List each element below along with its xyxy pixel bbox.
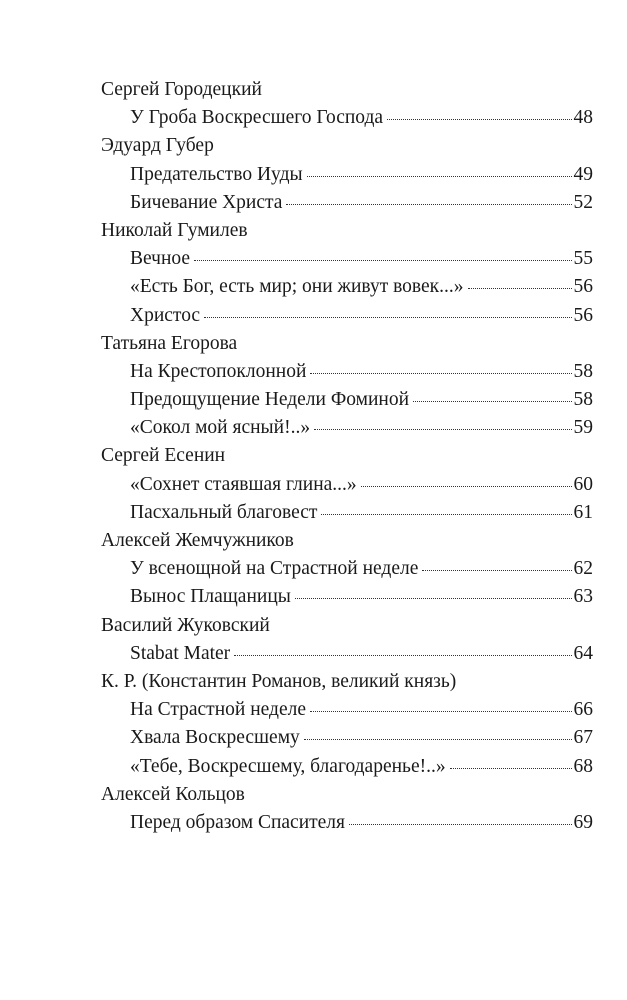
toc-entry-page: 58 [573, 389, 593, 411]
toc-entry [101, 386, 593, 414]
toc-entry [101, 245, 593, 273]
toc-author: Татьяна Егорова [101, 332, 238, 354]
dot-leader [307, 175, 572, 177]
toc-entry [101, 640, 593, 668]
toc-entry [101, 302, 593, 330]
toc-entry-page: 61 [573, 501, 593, 523]
toc-entry-title: Предощущение Недели Фоминой [130, 389, 410, 411]
toc-entry-title: На Страстной неделе [130, 699, 306, 721]
toc-author: Эдуард Губер [101, 135, 214, 157]
toc-entry-page: 48 [573, 107, 593, 129]
toc-author: Сергей Есенин [101, 445, 226, 467]
toc-entry-title: Христос [130, 304, 201, 326]
toc-entry [101, 583, 593, 611]
toc-entry-page: 58 [573, 360, 593, 382]
toc-entry [101, 414, 593, 442]
toc-entry [101, 696, 593, 724]
toc-entry-page: 52 [573, 191, 593, 213]
toc-entry [101, 724, 593, 752]
toc-entry-page: 69 [573, 811, 593, 833]
toc-entry-title: «Есть Бог, есть мир; они живут вовек...» [130, 276, 464, 298]
dot-leader [204, 316, 571, 318]
toc-entry-page: 67 [573, 727, 593, 749]
toc-entry-title: Вечное [130, 248, 191, 270]
toc-entry-title: На Крестопоклонной [130, 360, 307, 382]
dot-leader [304, 738, 572, 740]
toc-author: Алексей Кольцов [101, 783, 245, 805]
dot-leader [413, 400, 571, 402]
toc-entry [101, 104, 593, 132]
dot-leader [422, 569, 571, 571]
dot-leader [468, 287, 572, 289]
dot-leader [234, 654, 571, 656]
dot-leader [194, 259, 571, 261]
toc-entry-page: 55 [573, 248, 593, 270]
toc-entry-title: У всенощной на Страстной неделе [130, 558, 419, 580]
toc-entry [101, 499, 593, 527]
dot-leader [349, 823, 571, 825]
toc-entry-page: 64 [573, 642, 593, 664]
toc-entry-title: Вынос Плащаницы [130, 586, 291, 608]
dot-leader [295, 597, 572, 599]
toc-entry [101, 189, 593, 217]
dot-leader [321, 513, 571, 515]
toc-author: Сергей Городецкий [101, 79, 262, 100]
toc-entry-title: Хвала Воскресшему [130, 727, 300, 749]
toc-entry [101, 161, 593, 189]
toc-entry-title: У Гроба Воскресшего Господа [130, 107, 384, 129]
toc-entry-page: 68 [573, 755, 593, 777]
dot-leader [387, 118, 571, 120]
toc-author: Василий Жуковский [101, 614, 270, 636]
toc-entry [101, 358, 593, 386]
toc-entry-title: Пасхальный благовест [130, 501, 318, 523]
toc-entry [101, 809, 593, 837]
toc-author: Николай Гумилев [101, 219, 248, 241]
toc-entry-page: 59 [573, 417, 593, 439]
dot-leader [450, 767, 572, 769]
toc-author: К. Р. (Константин Романов, великий князь) [101, 670, 457, 692]
toc-entry [101, 555, 593, 583]
dot-leader [314, 428, 571, 430]
toc-entry-page: 66 [573, 699, 593, 721]
toc-entry-page: 63 [573, 586, 593, 608]
toc-entry [101, 753, 593, 781]
toc-entry-title: «Сохнет стаявшая глина...» [130, 473, 357, 495]
toc-entry-title: Бичевание Христа [130, 191, 283, 213]
toc-entry [101, 471, 593, 499]
toc-entry [101, 273, 593, 301]
table-of-contents [101, 76, 593, 837]
toc-entry-title: «Сокол мой ясный!..» [130, 417, 311, 439]
toc-entry-page: 56 [573, 304, 593, 326]
toc-entry-title: Перед образом Спасителя [130, 811, 346, 833]
toc-author: Алексей Жемчужников [101, 530, 294, 551]
dot-leader [310, 710, 572, 712]
toc-entry-title: Stabat Mater [130, 642, 231, 664]
dot-leader [310, 372, 571, 374]
toc-entry-page: 62 [573, 558, 593, 580]
toc-entry-title: Предательство Иуды [130, 163, 303, 185]
toc-entry-page: 56 [573, 276, 593, 298]
toc-entry-page: 49 [573, 163, 593, 185]
dot-leader [361, 485, 572, 487]
toc-entry-page: 60 [573, 473, 593, 495]
toc-entry-title: «Тебе, Воскресшему, благодаренье!..» [130, 755, 446, 777]
dot-leader [286, 203, 571, 205]
